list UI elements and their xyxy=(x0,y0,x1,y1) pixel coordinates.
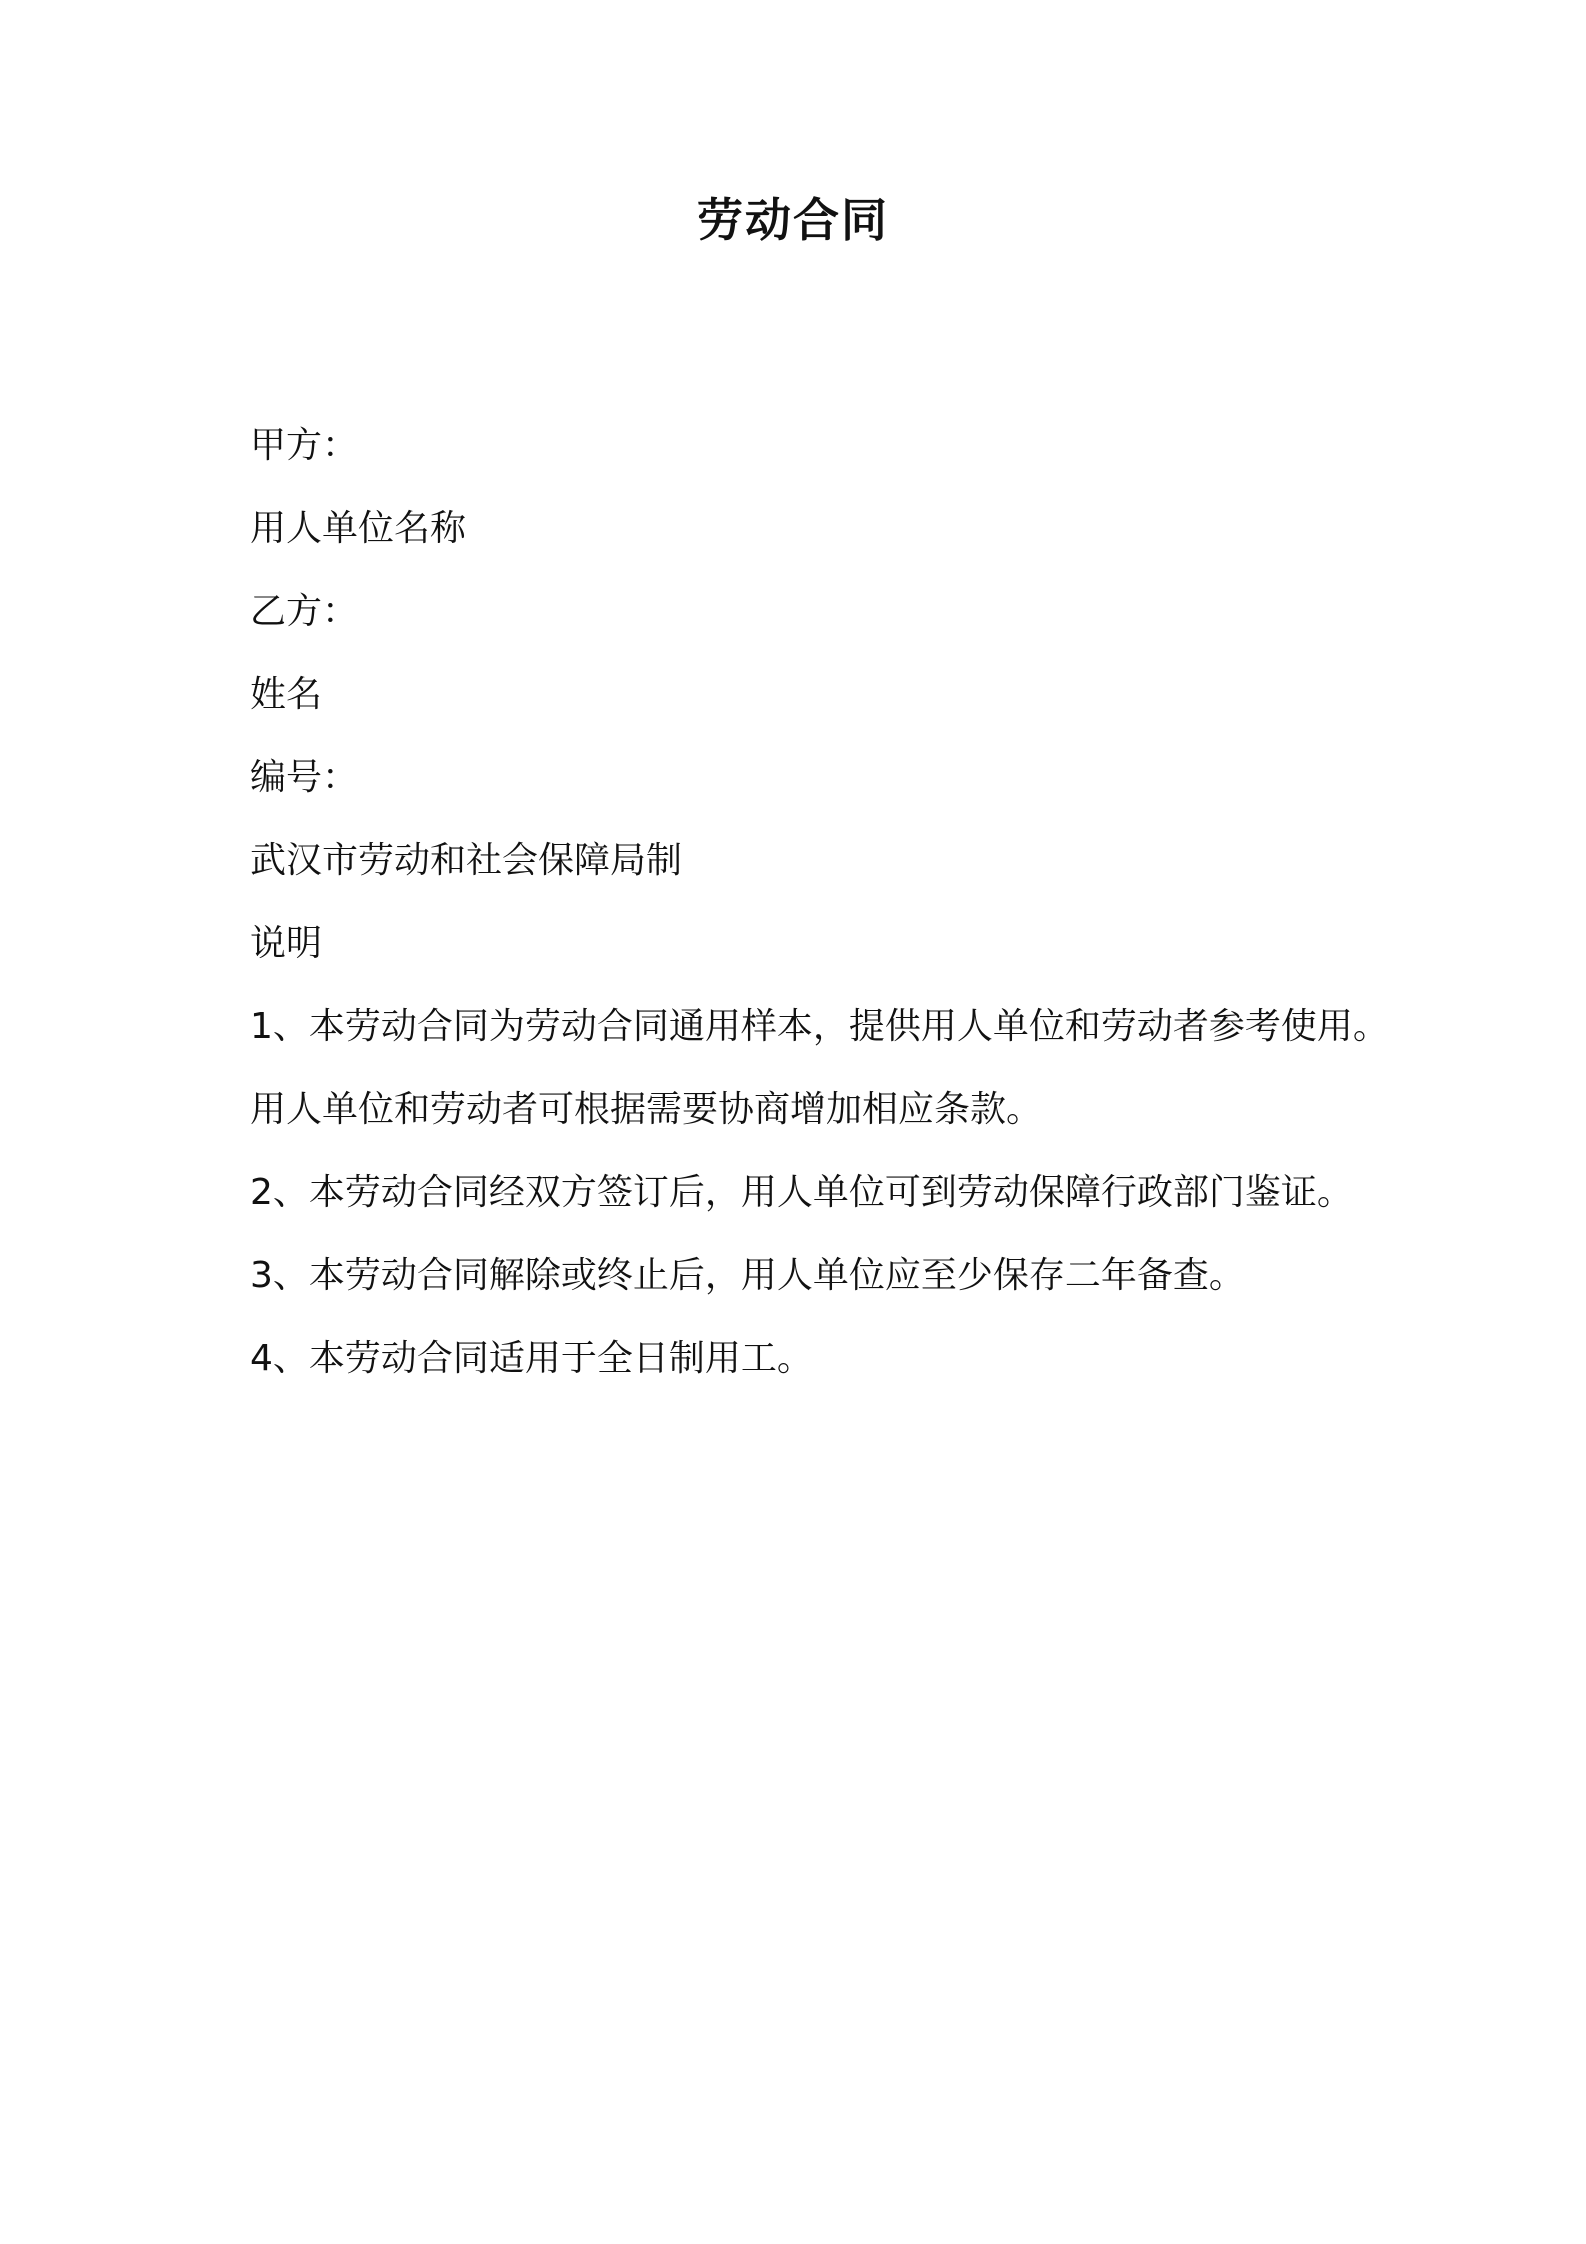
document-body xyxy=(250,422,1470,1418)
issuer-line: 武汉市劳动和社会保障局制 xyxy=(250,840,683,881)
party-a-value: 用人单位名称 xyxy=(250,508,467,549)
contract-number-label: 编号： xyxy=(250,757,359,798)
note-item: 用人单位和劳动者可根据需要协商增加相应条款。 xyxy=(250,1089,1043,1130)
note-item: 1、本劳动合同为劳动合同通用样本，提供用人单位和劳动者参考使用。 xyxy=(250,1006,1389,1047)
note-item: 2、本劳动合同经双方签订后，用人单位可到劳动保障行政部门鉴证。 xyxy=(250,1172,1353,1213)
party-b-label: 乙方： xyxy=(250,591,359,632)
party-b-value: 姓名 xyxy=(250,674,323,715)
document-title: 劳动合同 xyxy=(697,193,889,247)
note-item: 3、本劳动合同解除或终止后，用人单位应至少保存二年备查。 xyxy=(250,1255,1245,1296)
note-item: 4、本劳动合同适用于全日制用工。 xyxy=(250,1338,813,1379)
party-a-label: 甲方： xyxy=(250,425,359,466)
notes-heading: 说明 xyxy=(250,923,323,964)
